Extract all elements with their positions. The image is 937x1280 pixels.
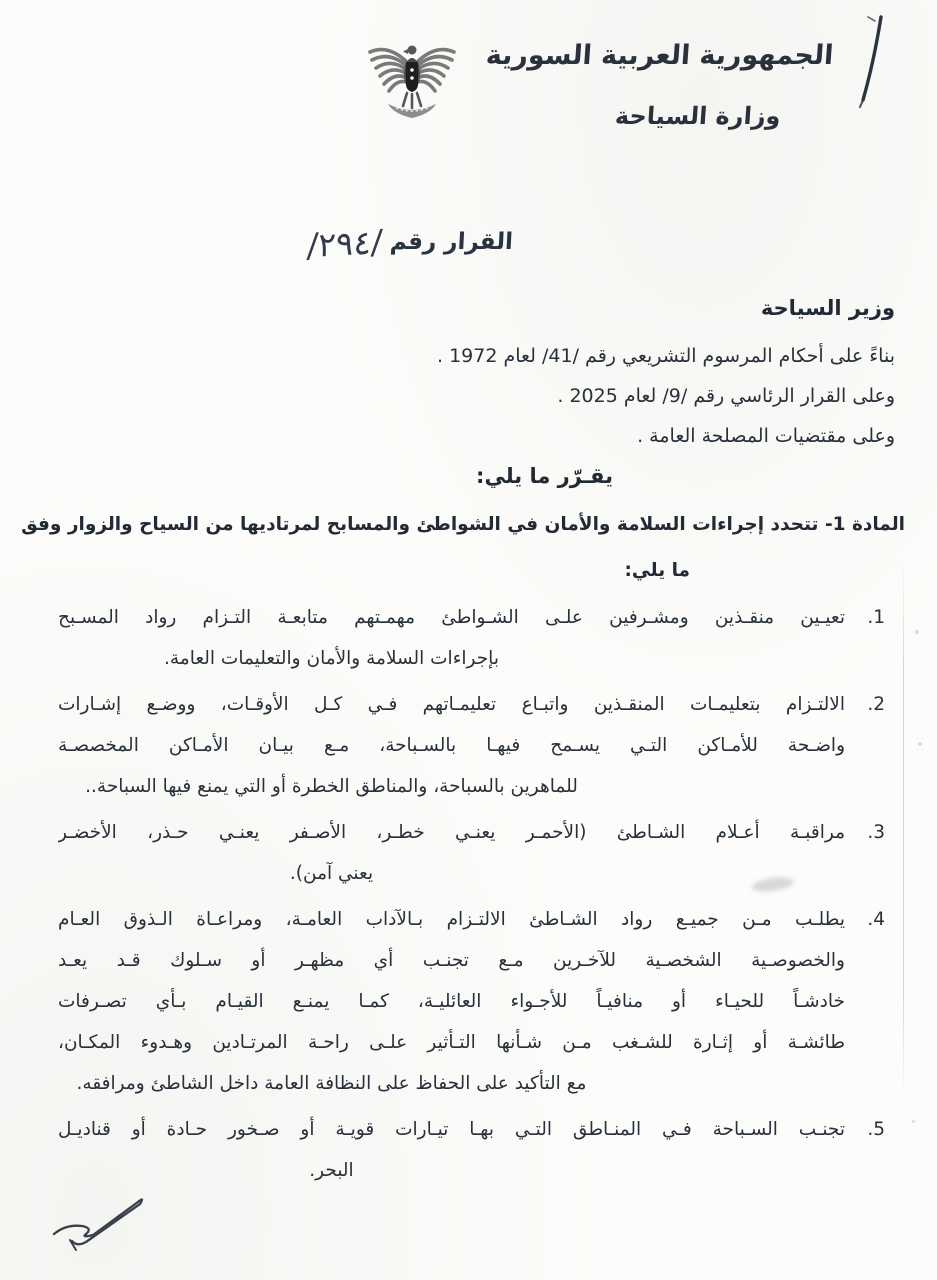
item-line: تعيـين منقـذين ومشـرفين علـى الشـواطئ مهمـتهم متابعـة التـزام رواد المسـبح [58,607,845,628]
item-line: خادشـاً للحيـاء أو منافيـاً للأجـواء العائليـة، كمـا يمنـع القيـام بـأي تصـرفات [58,991,845,1012]
handwritten-pen-mark [846,12,894,114]
item-line: مراقبـة أعـلام الشـاطئ (الأحمـر يعنـي خطـر، الأصـفر يعنـي حـذر، الأخضـر [58,822,845,843]
item-number: 5. [867,1119,885,1140]
item-body [58,684,845,807]
handwritten-decision-number: /٢٩٤/ [305,221,384,266]
regulation-list [58,597,885,1196]
republic-title: الجمهورية العربية السورية [484,40,835,71]
scan-speck-artifact [912,1120,915,1123]
preamble-line-2: وعلى القرار الرئاسي رقم /9/ لعام 2025 . [557,385,895,407]
item-number: 4. [867,909,885,930]
preamble-line-3: وعلى مقتضيات المصلحة العامة . [637,425,895,447]
minister-heading: وزير السياحة [760,296,895,320]
item-number: 3. [867,822,885,843]
item-line: والخصوصـية الشخصـية للآخـرين مـع تجنـب أي مظهـر أو سـلوك قـد يعـد [58,950,845,971]
preamble [437,336,895,456]
article-1-heading: المادة 1- تتحدد إجراءات السلامة والأمان في الشواطئ والمسابح لمرتاديها من السياح والزوار وفق [21,514,905,535]
scan-speck-artifact [918,742,922,746]
syrian-eagle-emblem-icon [362,36,462,128]
item-line: للماهرين بالسباحة، والمناطق الخطرة أو التي يمنع فيها السباحة.. [85,776,578,797]
item-body [58,597,845,679]
scan-speck-artifact [915,630,919,634]
item-body [58,899,845,1104]
item-line: يطلـب مـن جميـع رواد الشـاطئ الالتـزام بـالآداب العامـة، ومراعـاة الـذوق العـام [58,909,845,930]
list-item-5 [58,1109,885,1191]
decision-number-line [305,221,514,266]
signature-scribble [48,1188,168,1260]
item-line: واضـحة للأمـاكن التـي يسـمح فيهـا بالسـباحة، مـع بيـان الأمـاكن المخصصـة [58,735,845,756]
item-line: طائشـة أو إثـارة للشـغب مـن شـأنها التـأثير علـى راحـة المرتـادين وهـدوء المكـان، [58,1032,845,1053]
list-item-1 [58,597,885,679]
item-line: يعني آمن). [289,863,374,884]
item-line: تجنـب السـباحة فـي المنـاطق التـي بهـا تيـارات قويـة أو صـخور حـادة أو قناديـل [58,1119,845,1140]
article-1-heading-continuation: ما يلي: [624,560,690,581]
item-line: البحر. [309,1160,354,1181]
item-number: 1. [867,607,885,628]
decision-label: القرار رقم [389,228,514,255]
item-body [58,1109,845,1191]
ministry-title: وزارة السياحة [614,102,782,130]
item-line: الالتـزام بتعليمـات المنقـذين واتبـاع تعليمـاتهم فـي كـل الأوقـات، ووضـع إشـارات [58,694,845,715]
item-body [58,812,845,894]
decree-phrase: يقـرّر ما يلي: [476,464,613,488]
preamble-line-1: بناءً على أحكام المرسوم التشريعي رقم /41/ لعام 1972 . [436,345,895,367]
item-line: بإجراءات السلامة والأمان والتعليمات العامة. [164,648,499,669]
list-item-2 [58,684,885,807]
scan-edge-artifact [903,560,904,1100]
item-line: مع التأكيد على الحفاظ على النظافة العامة داخل الشاطئ ومرافقه. [76,1073,587,1094]
list-item-4 [58,899,885,1104]
item-number: 2. [867,694,885,715]
